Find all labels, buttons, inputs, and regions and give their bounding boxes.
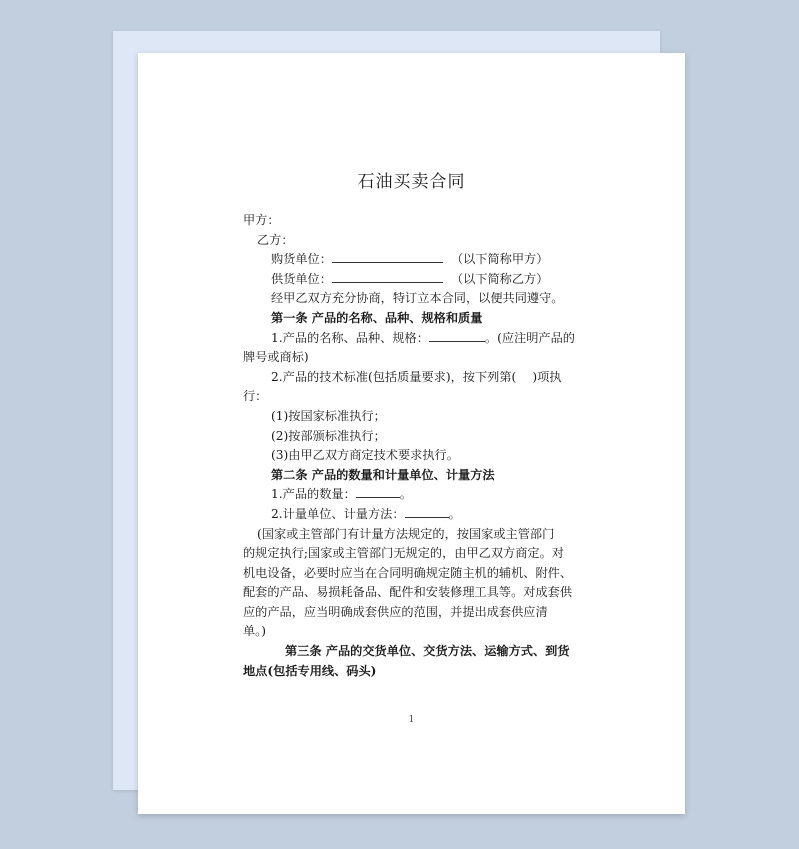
supplier-line [243, 270, 582, 290]
document-body [243, 211, 582, 681]
standard-option-3: (3)由甲乙双方商定技术要求执行。 [271, 448, 459, 463]
article-1-item-2-cont: 行： [243, 389, 268, 404]
party-a-line: 甲方： [243, 213, 280, 227]
quantity-end: 。 [399, 487, 412, 502]
item-1-note: 。(应注明产品的 [484, 330, 575, 345]
article-2-note-4: 配套的产品、易损耗备品、配件和安装修理工具等。对成套供 [243, 585, 573, 600]
standard-option-2: (2)按部颁标准执行； [271, 428, 386, 443]
article-3-heading-cont: 地点(包括专用线、码头) [243, 663, 377, 678]
supplier-label: 供货单位： [271, 271, 332, 286]
standard-option-1: (1)按国家标准执行； [271, 408, 386, 423]
party-b-line: 乙方： [257, 232, 294, 247]
quantity-blank [356, 485, 400, 498]
supplier-alias: （以下简称乙方） [450, 271, 549, 286]
measure-blank [405, 505, 449, 518]
article-2-heading: 第二条 产品的数量和计量单位、计量方法 [271, 467, 495, 482]
article-1-item-2: 2.产品的技术标准(包括质量要求)，按下列第( )项执 [271, 369, 562, 384]
item-1-text: 1.产品的名称、品种、规格： [271, 330, 429, 345]
article-2-note-1: (国家或主管部门有计量方法规定的，按国家或主管部门 [257, 526, 555, 541]
document-page [138, 53, 685, 814]
article-2-item-1 [243, 485, 582, 505]
supplier-blank [332, 270, 443, 283]
quantity-text: 1.产品的数量： [271, 487, 356, 502]
buyer-line [243, 250, 582, 270]
article-2-note-3: 机电设备，必要时应当在合同明确规定随主机的辅机、附件、 [243, 565, 573, 580]
measure-end: 。 [448, 506, 461, 521]
document-title: 石油买卖合同 [357, 172, 466, 192]
buyer-blank [332, 250, 443, 263]
article-2-item-2 [243, 505, 582, 525]
article-3-heading: 第三条 产品的交货单位、交货方法、运输方式、到货 [285, 644, 570, 659]
buyer-alias: （以下简称甲方） [450, 252, 549, 267]
measure-text: 2.计量单位、计量方法： [271, 506, 405, 521]
article-2-note-2: 的规定执行;国家或主管部门无规定的，由甲乙双方商定。对 [243, 546, 564, 561]
product-name-blank [429, 329, 485, 342]
preamble-line: 经甲乙双方充分协商，特订立本合同，以便共同遵守。 [271, 291, 564, 306]
article-2-note-6: 单。) [243, 624, 267, 639]
buyer-label: 购货单位： [271, 252, 332, 267]
page-number: 1 [408, 715, 415, 725]
article-1-item-1 [243, 329, 582, 349]
article-2-note-5: 应的产品，应当明确成套供应的范围，并提出成套供应清 [243, 604, 548, 619]
article-1-item-1-cont: 牌号或商标) [243, 350, 309, 365]
article-1-heading: 第一条 产品的名称、品种、规格和质量 [271, 310, 483, 325]
